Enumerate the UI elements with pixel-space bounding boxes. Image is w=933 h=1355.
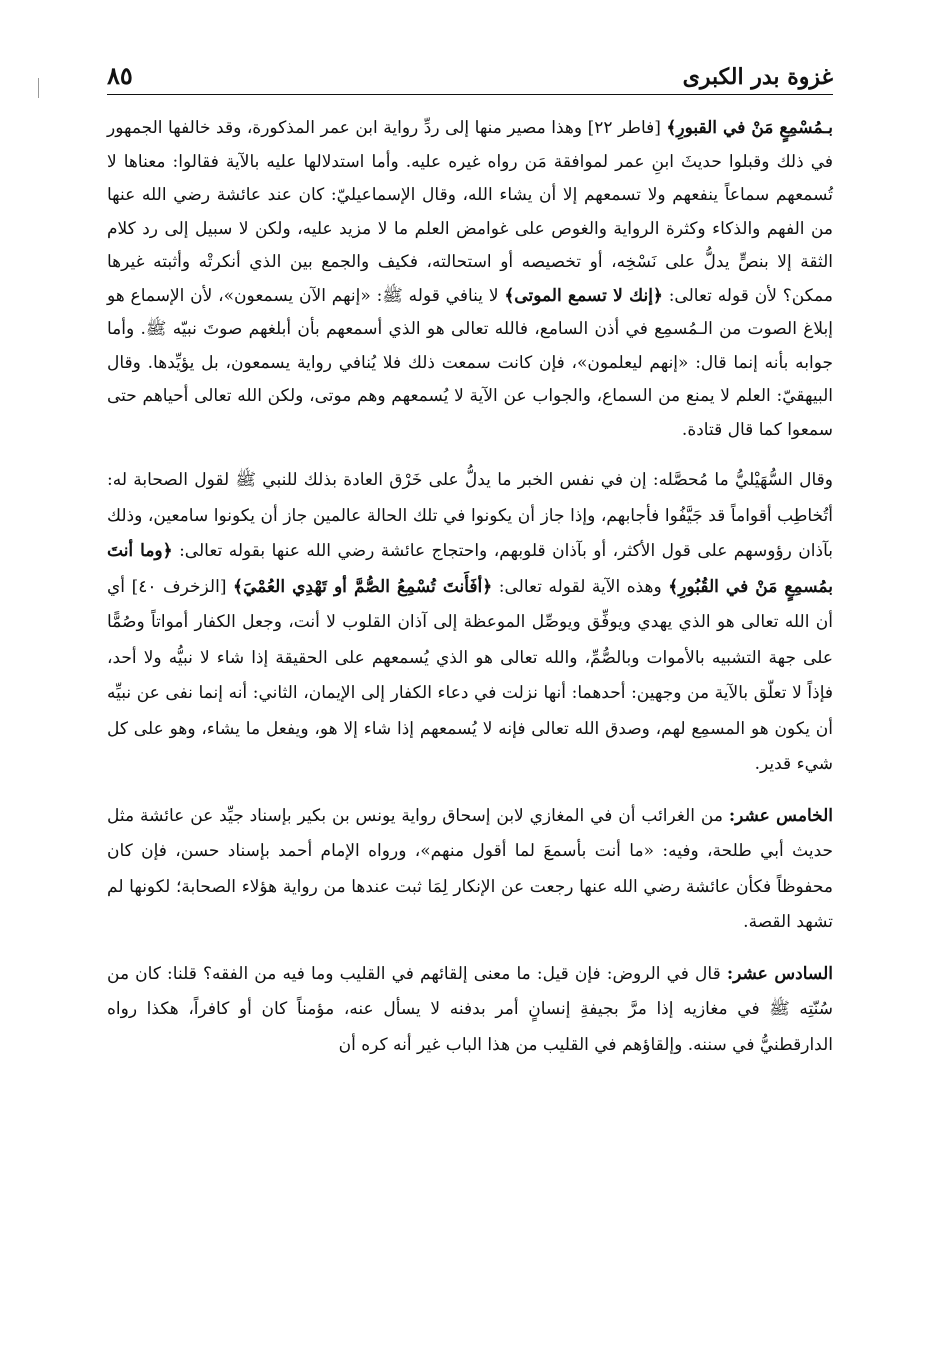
paragraph (107, 957, 833, 1064)
body-text (107, 112, 833, 1079)
running-head (107, 55, 833, 95)
text-run: وقال السُّهَيْليُّ ما مُحصَّله: إن في نفس الخبر ما يدلُّ على خَرْق العادة بذلك للنبي ﷺ لقول الصحابة له: أتُخاطِب أقواماً قد جَيَّفُوا فأجابهم، وإذا جاز أن يكونوا في تلك الحالة عالمين جاز أن يكونوا سامعين، وذلك بآذان رؤوسهم على قول الأكثر، أو بآذان قلوبهم، واحتجاج عائشة رضي الله عنها بقوله تعالى: (107, 470, 833, 561)
paragraph (107, 799, 833, 941)
section-heading: السادس عشر: (726, 963, 833, 984)
section-heading: الخامس عشر: (728, 805, 834, 826)
quran-quote: بـمُسْمِعٍ مَنْ في القبورِ﴾ (666, 118, 834, 138)
page-number: ٨٥ (107, 61, 133, 90)
paragraph (107, 463, 833, 783)
running-title: غزوة بدر الكبرى (682, 64, 833, 90)
paragraph (107, 112, 833, 447)
quran-quote: ﴿وما أنتَ بمُسمِعٍ مَنْ في القُبُورِ﴾ (107, 541, 833, 597)
quran-quote: ﴿إنك لا تسمع الموتى﴾ (504, 285, 663, 306)
text-run: قال في الروض: فإن قيل: ما معنى إلقائهم في القليب وما فيه من الفقه؟ قلنا: كان من سُنّتِه ﷺ في مغازيه إذا مرَّ بجيفةِ إنسانٍ أمر بدفنه لا يسأل عنه، مؤمناً كان أو كافراً، هكذا رواه الدارقطنيُّ في سننه. وإلقاؤهم في القليب من هذا الباب غير أنه كره أن (107, 963, 833, 1055)
text-run: [الزخرف ٤٠] أي أن الله تعالى هو الذي يهدي ويوفِّق ويوصِّل الموعظة إلى آذان القلوب لا أنت، وجعل الكفار أمواتاً وصُمًّا على جهة التشبيه بالأموات وبالصُّمِّ، والله تعالى هو الذي يُسمعهم على الحقيقة إذا شاء لا نبيُّه ولا أحد، فإذاً لا تعلّق بالآية من وجهين: أحدهما: أنها نزلت في دعاء الكفار إلى الإيمان، الثاني: أنه إنما نفى عن نبيِّه أن يكون هو المسمِع لهم، وصدق الله تعالى فإنه لا يُسمعهم إذا شاء إلا هو، ويفعل ما يشاء، وهو على كل شيء قدير. (107, 576, 833, 774)
text-run: وهذه الآية لقوله تعالى: (492, 576, 669, 597)
text-run: من الغرائب أن في المغازي لابن إسحاق رواية يونس بن بكير بإسناد جيِّد عن عائشة مثل حديث أبي طلحة، وفيه: «ما أنت بأسمعَ لما أقول منهم»، ورواه الإمام أحمد بإسناد حسن، فإن كان محفوظاً فكأن عائشة رضي الله عنها رجعت عن الإنكار لِمَا ثبت عندها من رواية هؤلاء الصحابة؛ لكونها لم تشهد القصة. (107, 805, 833, 932)
margin-mark (38, 78, 39, 98)
text-run: لا ينافي قوله ﷺ: «إنهم الآن يسمعون»، لأن الإسماع هو إبلاغ الصوت من الـمُسمِع في أذن السامع، فالله تعالى هو الذي أسمعهم بأن أبلغهم صوتَ نبيّه ﷺ. وأما جوابه بأنه إنما قال: «إنهم ليعلمون»، فإن كانت سمعت ذلك فلا يُنافي رواية يسمعون، بل يؤيِّدها. وقال البيهقيّ: العلم لا يمنع من السماع، والجواب عن الآية لا يُسمعهم وهم موتى، ولكن الله تعالى أحياهم حتى سمعوا كما قال قتادة. (107, 285, 833, 440)
quran-quote: ﴿أفَأَنتَ تُسْمِعُ الصُّمَّ أو تَهْدِي العُمْيَ﴾ (233, 576, 493, 597)
text-run: [فاطر ٢٢] وهذا مصير منها إلى ردِّ رواية ابن عمر المذكورة، وقد خالفها الجمهور في ذلك وقبلوا حديثَ ابنِ عمر لموافقة مَن رواه غيره عليه. وأما استدلالها عليه بالآية فقالوا: معناها لا تُسمعهم سماعاً ينفعهم ولا تسمعهم إلا أن يشاء الله، وقال الإسماعيليّ: كان عند عائشة رضي الله عنها من الفهم والذكاء وكثرة الرواية والغوص على غوامض العلم ما لا مزيد عليه، ولكن لا سبيل إلى رد كلام الثقة إلا بنصٍّ يدلُّ على نَسْخِه، أو تخصيصه أو استحالته، فكيف والجمع بين الذي أنكرتْه وأثبته غيرها ممكن؟ لأن قوله تعالى: (107, 118, 833, 306)
